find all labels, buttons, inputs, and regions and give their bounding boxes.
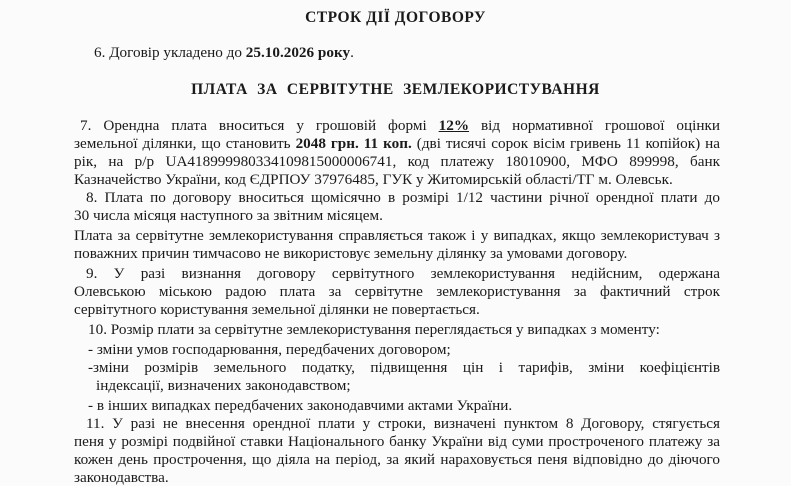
- section-heading-payment: ПЛАТА ЗА СЕРВІТУТНЕ ЗЕМЛЕКОРИСТУВАННЯ: [191, 81, 600, 98]
- clause-6-end: .: [350, 44, 354, 61]
- clause-10-bullet-1: - зміни умов господарювання, передбачених договором;: [88, 341, 451, 358]
- clause-7-text-b: від нормативної грошової оцінки: [469, 117, 720, 134]
- clause-7-text-d: (дві тисячі сорок вісім гривень 11 копійок) на: [411, 135, 720, 152]
- clause-8-line-2: 30 числа місяця наступного за звітним місяцем.: [74, 207, 383, 224]
- section-heading-term: СТРОК ДІЇ ДОГОВОРУ: [305, 9, 486, 26]
- clause-11-line-2: пеня у розмірі подвійної ставки Національного банку України від суми простроченого платежу за: [74, 433, 720, 450]
- clause-11-line-3: кожен день прострочення, що діяла на період, за який нараховується пеня відповідно до діючого: [74, 451, 720, 468]
- clause-8-line-1: 8. Плата по договору вноситься щомісячно в розмірі 1/12 частини річної орендної плати до: [86, 189, 720, 206]
- clause-7-text-c: земельної ділянки, що становить: [74, 135, 296, 152]
- clause-7-text-a: 7. Орендна плата вноситься у грошовій формі: [80, 117, 439, 134]
- clause-7-line-4: Казначейство України, код ЄДРПОУ 37976485, ГУК у Житомирській області/ТГ м. Олевськ.: [74, 171, 673, 188]
- clause-10-bullet-2-line-2: індексації, визначених законодавством;: [96, 377, 351, 394]
- clause-11-line-4: законодавства.: [74, 469, 169, 486]
- clause-7-percent: 12%: [438, 117, 470, 134]
- clause-8-line-3: Плата за сервітутне землекористування справляється також і у випадках, якщо землекористувач з: [74, 227, 720, 244]
- clause-8-line-4: поважних причин тимчасово не використовує земельну ділянку за умовами договору.: [74, 245, 628, 262]
- clause-9-line-3: сервітутного користування земельної ділянки не повертається.: [74, 301, 480, 318]
- clause-6-text: 6. Договір укладено до: [94, 44, 246, 61]
- clause-9-line-1: 9. У разі визнання договору сервітутного землекористування недійсним, одержана: [86, 265, 720, 282]
- clause-7-line-2: [74, 134, 720, 153]
- clause-10-line-1: 10. Розмір плати за сервітутне землекористування переглядається у випадках з моменту:: [88, 321, 660, 338]
- clause-7-line-3: рік, на р/р UA418999980334109815000006741, код платежу 18010900, МФО 899998, банк: [74, 153, 720, 170]
- clause-10-bullet-2-line-1: -зміни розмірів земельного податку, підвищення цін і тарифів, зміни коефіцієнтів: [88, 359, 720, 376]
- clause-10-bullet-3: - в інших випадках передбачених законодавчими актами України.: [88, 397, 513, 414]
- clause-7-line-1: [80, 116, 720, 135]
- clause-6-date: 25.10.2026 року: [245, 44, 351, 61]
- clause-7-amount: 2048 грн. 11 коп.: [295, 135, 412, 152]
- clause-11-line-1: 11. У разі не внесення орендної плати у строки, визначені пунктом 8 Договору, стягується: [86, 415, 720, 432]
- clause-6: [94, 43, 354, 62]
- clause-9-line-2: Олевською міською радою плата за сервітутне землекористування за фактичний строк: [74, 283, 720, 300]
